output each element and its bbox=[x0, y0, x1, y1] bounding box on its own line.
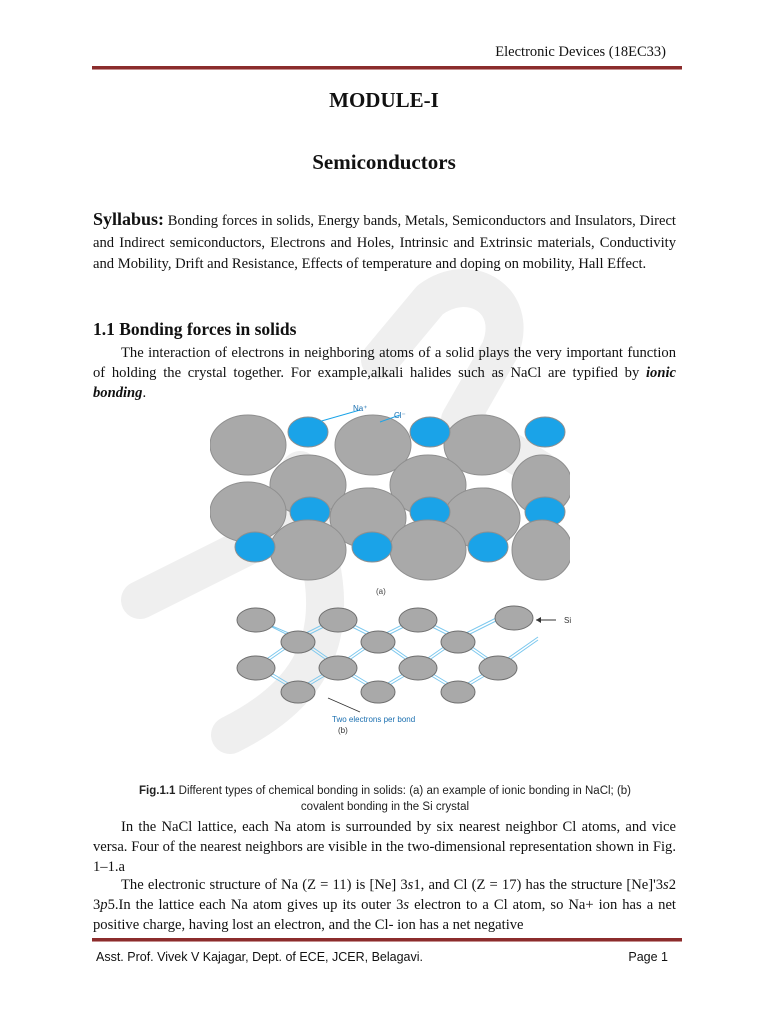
paragraph-3-part: The electronic structure of Na (Z = 11) is [Ne] 3 bbox=[121, 877, 408, 893]
paragraph-1-text: The interaction of electrons in neighboring atoms of a solid plays the very important function of holding the crystal together. For example,alkali halides such as NaCl are typified by bbox=[93, 345, 676, 381]
label-na: Na⁺ bbox=[353, 404, 368, 413]
figure-covalent-lattice bbox=[210, 600, 590, 750]
label-bond: Two electrons per bond bbox=[332, 715, 416, 724]
page-title: Semiconductors bbox=[312, 150, 456, 174]
si-atom bbox=[319, 608, 357, 632]
figure-ionic-lattice bbox=[210, 400, 570, 600]
paragraph-3-italic: s bbox=[403, 897, 410, 913]
paragraph-2 bbox=[93, 817, 676, 877]
paragraph-2-text: In the NaCl lattice, each Na atom is surrounded by six nearest neighbor Cl atoms, and vice versa. Four of the nearest neighbors are visible in the two-dimensional representation shown in Fig. 1–1.a bbox=[93, 819, 676, 875]
na-ion bbox=[410, 417, 450, 447]
cl-ion bbox=[270, 520, 346, 580]
paragraph-1-emphasis: ionic bonding bbox=[93, 365, 676, 401]
si-atom bbox=[441, 631, 475, 653]
paragraph-1 bbox=[93, 343, 676, 403]
page-number: Page 1 bbox=[628, 950, 668, 964]
syllabus-label: Syllabus: bbox=[93, 209, 165, 229]
si-atom bbox=[281, 681, 315, 703]
si-atom bbox=[237, 608, 275, 632]
section-heading: 1.1 Bonding forces in solids bbox=[93, 319, 297, 339]
figure-caption bbox=[120, 783, 650, 815]
si-atom bbox=[281, 631, 315, 653]
si-atom bbox=[495, 606, 533, 630]
label-si: Si bbox=[564, 616, 572, 625]
cl-ion bbox=[390, 520, 466, 580]
na-ion bbox=[352, 532, 392, 562]
si-atom bbox=[441, 681, 475, 703]
si-atom bbox=[319, 656, 357, 680]
header-rule bbox=[92, 66, 682, 70]
footer-rule bbox=[92, 938, 682, 942]
syllabus bbox=[93, 209, 676, 276]
na-ion bbox=[235, 532, 275, 562]
paragraph-3-part: 5.In the lattice each Na atom gives up its outer 3 bbox=[107, 897, 404, 913]
cl-ion bbox=[512, 520, 570, 580]
na-ion bbox=[525, 417, 565, 447]
label-b: (b) bbox=[338, 726, 348, 735]
paragraph-3-italic: p bbox=[100, 897, 108, 913]
paragraph-3 bbox=[93, 875, 676, 935]
paragraph-3-part: 1, and Cl (Z = 17) has the structure [Ne]'3 bbox=[413, 877, 664, 893]
si-atom bbox=[399, 608, 437, 632]
paragraph-3-italic: s bbox=[663, 877, 669, 893]
syllabus-text: Bonding forces in solids, Energy bands, Metals, Semiconductors and Insulators, Direct and Indirect semiconductors, Electrons and Holes, Intrinsic and Extrinsic materials, Conductivity and Mobility, Drift and Resistance, Effects of temperature and doping on mobility, Hall Effect. bbox=[93, 213, 676, 272]
caption-number: Fig.1.1 bbox=[139, 785, 176, 797]
paragraph-3-part: electron to a Cl atom, so Na+ ion has a net positive charge, having lost an electron, and the Cl- ion has a net negative bbox=[93, 897, 676, 933]
paragraph-3-part: 2 3 bbox=[93, 877, 676, 913]
na-ion bbox=[288, 417, 328, 447]
paragraph-3-italic: s bbox=[407, 877, 414, 893]
caption-text: Different types of chemical bonding in solids: (a) an example of ionic bonding in NaCl; (b) covalent bonding in the Si crystal bbox=[178, 785, 631, 813]
na-ion bbox=[468, 532, 508, 562]
si-atom bbox=[361, 631, 395, 653]
si-atom bbox=[479, 656, 517, 680]
header-course: Electronic Devices (18EC33) bbox=[495, 44, 666, 60]
label-a: (a) bbox=[376, 587, 386, 596]
si-atom bbox=[237, 656, 275, 680]
paragraph-1-end: . bbox=[142, 385, 147, 401]
label-cl: Cl⁻ bbox=[394, 411, 406, 420]
si-atom bbox=[361, 681, 395, 703]
footer-author: Asst. Prof. Vivek V Kajagar, Dept. of ECE, JCER, Belagavi. bbox=[96, 950, 423, 964]
module-title: MODULE-I bbox=[329, 88, 439, 112]
cl-ion bbox=[210, 415, 286, 475]
si-atom bbox=[399, 656, 437, 680]
